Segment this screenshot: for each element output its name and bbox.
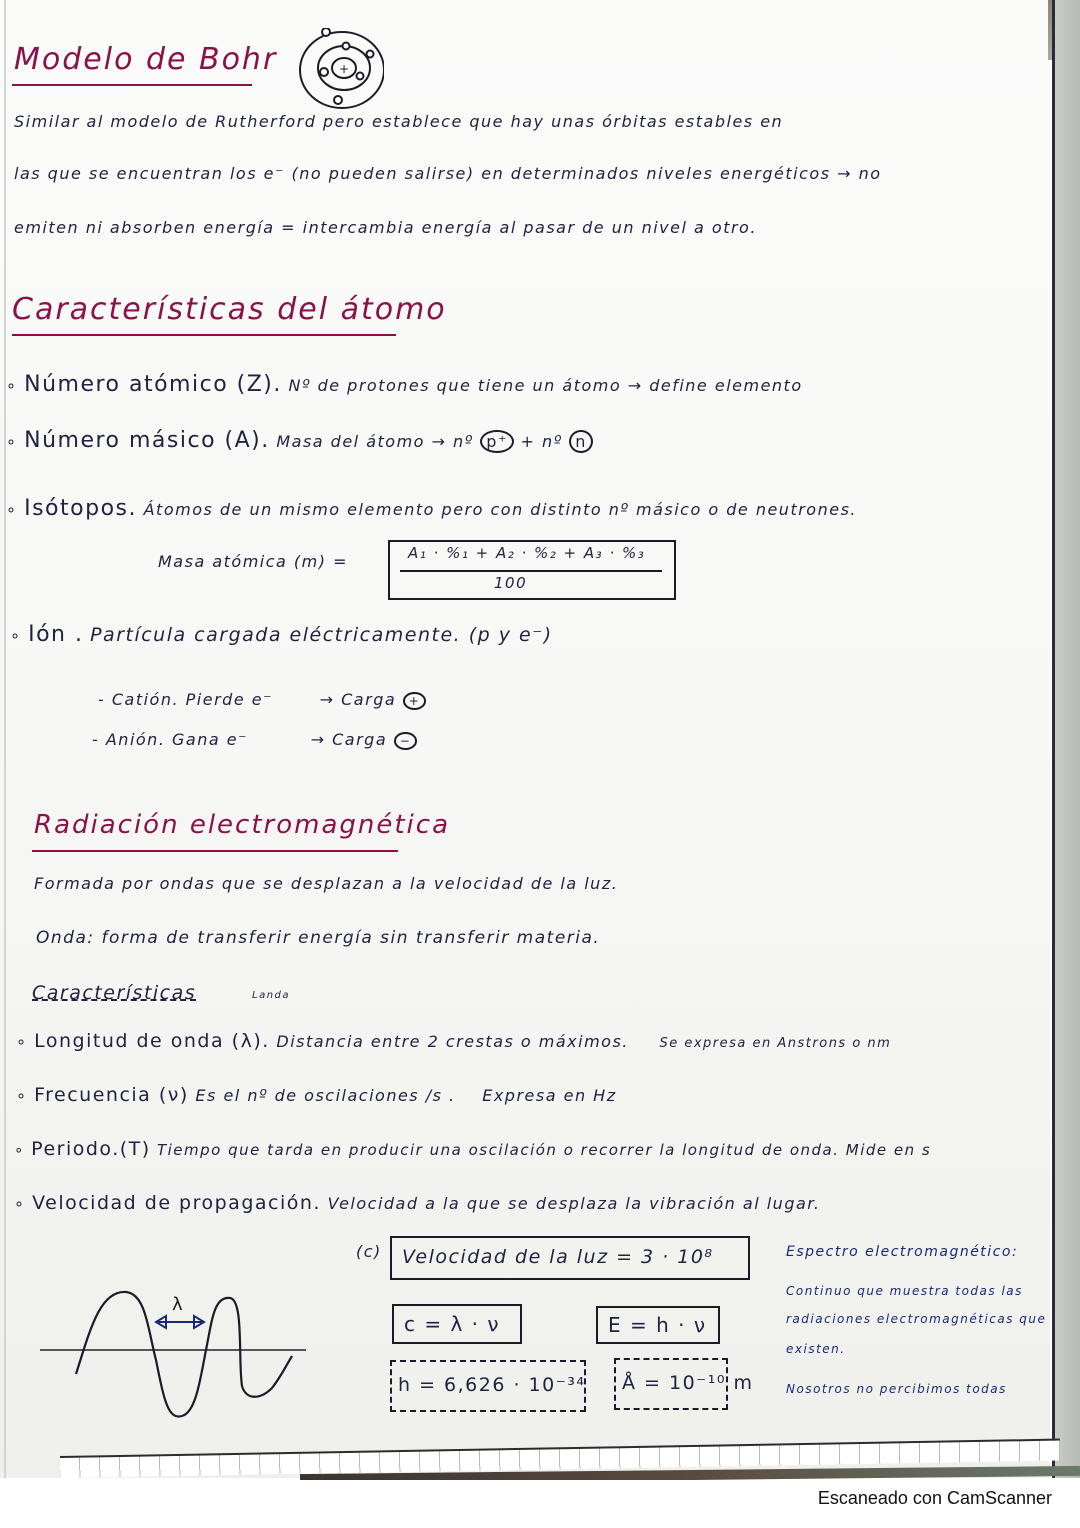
spectrum-title: Espectro electromagnético: [786, 1244, 1019, 1260]
lambda-note: Landa [252, 990, 291, 1001]
bohr-line-3: emiten ni absorben energía = intercambia energía al pasar de un nivel a otro. [14, 218, 757, 237]
bullet: ∘ [6, 500, 25, 519]
item-label: Isótopos. [24, 496, 137, 521]
wave-lambda-label: λ [172, 1294, 183, 1315]
cation-text: - Catión. Pierde e⁻ [98, 690, 274, 709]
bullet: ∘ [6, 432, 25, 451]
spectrum-line-3: existen. [786, 1342, 846, 1356]
anion-text: - Anión. Gana e⁻ [92, 730, 249, 749]
item-extra: Se expresa en Anstrons o nm [659, 1036, 892, 1051]
item-label: Número atómico (Z). [24, 372, 282, 397]
scanner-watermark: Escaneado con CamScanner [817, 1488, 1052, 1508]
light-speed-box [390, 1236, 750, 1280]
rad-item-velocidad [14, 1192, 820, 1214]
title-underline [12, 84, 252, 86]
formula-lhs: Masa atómica (m) = [158, 552, 348, 571]
item-text: Tiempo que tarda en producir una oscilación o recorrer la longitud de onda. Mide en s [156, 1141, 932, 1159]
light-speed-text: Velocidad de la luz = 3 · 10⁸ [402, 1246, 714, 1268]
svg-text:+: + [339, 62, 350, 76]
ion-cation [98, 690, 426, 710]
spectrum-line-4: Nosotros no percibimos todas [786, 1382, 1007, 1396]
section-title-atomo: Características del átomo [12, 292, 447, 327]
angstrom-text: Å = 10⁻¹⁰ m [622, 1372, 754, 1394]
bullet: ∘ [14, 1194, 33, 1213]
planck-constant-text: h = 6,626 · 10⁻³⁴ [398, 1374, 586, 1396]
bullet: ∘ [16, 1086, 35, 1105]
plus-charge-icon: + [403, 692, 427, 710]
item-text: Distancia entre 2 crestas o máximos. [276, 1032, 629, 1051]
fraction-bar [400, 570, 662, 572]
rad-item-periodo [14, 1138, 931, 1160]
title-underline [32, 850, 398, 852]
neutron-circle: n [569, 430, 593, 453]
wave-diagram [40, 1270, 340, 1440]
spectrum-line-2: radiaciones electromagnéticas que [786, 1312, 1047, 1326]
item-text: Nº de protones que tiene un átomo → define elemento [288, 376, 803, 395]
atomo-item-ion [10, 622, 553, 647]
rad-item-frecuencia [16, 1084, 617, 1106]
rad-item-longitud [16, 1030, 891, 1052]
spectrum-line-1: Continuo que muestra todas las [786, 1284, 1023, 1298]
subtitle-caracteristicas: Características [32, 982, 197, 1004]
planck-constant-box [390, 1360, 586, 1412]
title-underline [12, 334, 396, 336]
proton-circle: p⁺ [480, 430, 514, 453]
bullet: ∘ [6, 376, 25, 395]
bullet: ∘ [14, 1141, 32, 1159]
item-text: Masa del átomo → nº [276, 432, 474, 451]
minus-charge-icon: − [394, 732, 418, 750]
c-formula-text: c = λ · ν [404, 1312, 501, 1336]
item-text: Velocidad a la que se desplaza la vibración al lugar. [327, 1194, 821, 1213]
cation-arrow: → Carga [319, 690, 397, 709]
item-text: Átomos de un mismo elemento pero con distinto nº másico o de neutrones. [143, 500, 857, 519]
item-label: Longitud de onda (λ). [34, 1030, 270, 1052]
bohr-line-1: Similar al modelo de Rutherford pero establece que hay unas órbitas estables en [14, 112, 784, 131]
bullet: ∘ [16, 1032, 35, 1051]
item-text: Es el nº de oscilaciones /s . [195, 1086, 456, 1105]
page-edge-line [4, 0, 6, 1478]
item-text: Partícula cargada eléctricamente. (p y e⁻) [90, 624, 553, 646]
item-extra: Expresa en Hz [482, 1086, 617, 1105]
ion-anion [92, 730, 417, 750]
bohr-atom-diagram [284, 28, 384, 112]
c-prefix: (c) [356, 1242, 382, 1261]
item-label: Velocidad de propagación. [32, 1192, 321, 1214]
atomo-item-z [6, 372, 803, 397]
atomo-item-isotopos [6, 496, 857, 521]
radiacion-line-1: Formada por ondas que se desplazan a la velocidad de la luz. [34, 874, 619, 893]
formula-numerator: A₁ · %₁ + A₂ · %₂ + A₃ · %₃ [408, 544, 646, 562]
e-formula-text: E = h · ν [608, 1313, 707, 1337]
item-label: Frecuencia (ν) [34, 1084, 189, 1106]
notebook-binding-edge [1052, 0, 1080, 1478]
bohr-line-2: las que se encuentran los e⁻ (no pueden salirse) en determinados niveles energéticos → no [14, 164, 882, 183]
section-title-radiacion: Radiación electromagnética [34, 810, 451, 840]
section-title-bohr: Modelo de Bohr [14, 42, 278, 77]
item-label: Ión . [28, 622, 84, 647]
atomic-mass-formula-box [388, 540, 676, 600]
angstrom-box [614, 1358, 754, 1410]
item-label: Número másico (A). [24, 428, 270, 453]
plus-text: + nº [520, 432, 563, 451]
e-formula-box [596, 1306, 720, 1344]
item-label: Periodo.(T) [31, 1138, 151, 1160]
c-formula-box [392, 1304, 522, 1344]
anion-arrow: → Carga [310, 730, 388, 749]
atomo-item-a [6, 428, 593, 453]
radiacion-line-2: Onda: forma de transferir energía sin transferir materia. [36, 928, 601, 948]
formula-denominator: 100 [494, 574, 528, 592]
bullet: ∘ [10, 626, 29, 645]
